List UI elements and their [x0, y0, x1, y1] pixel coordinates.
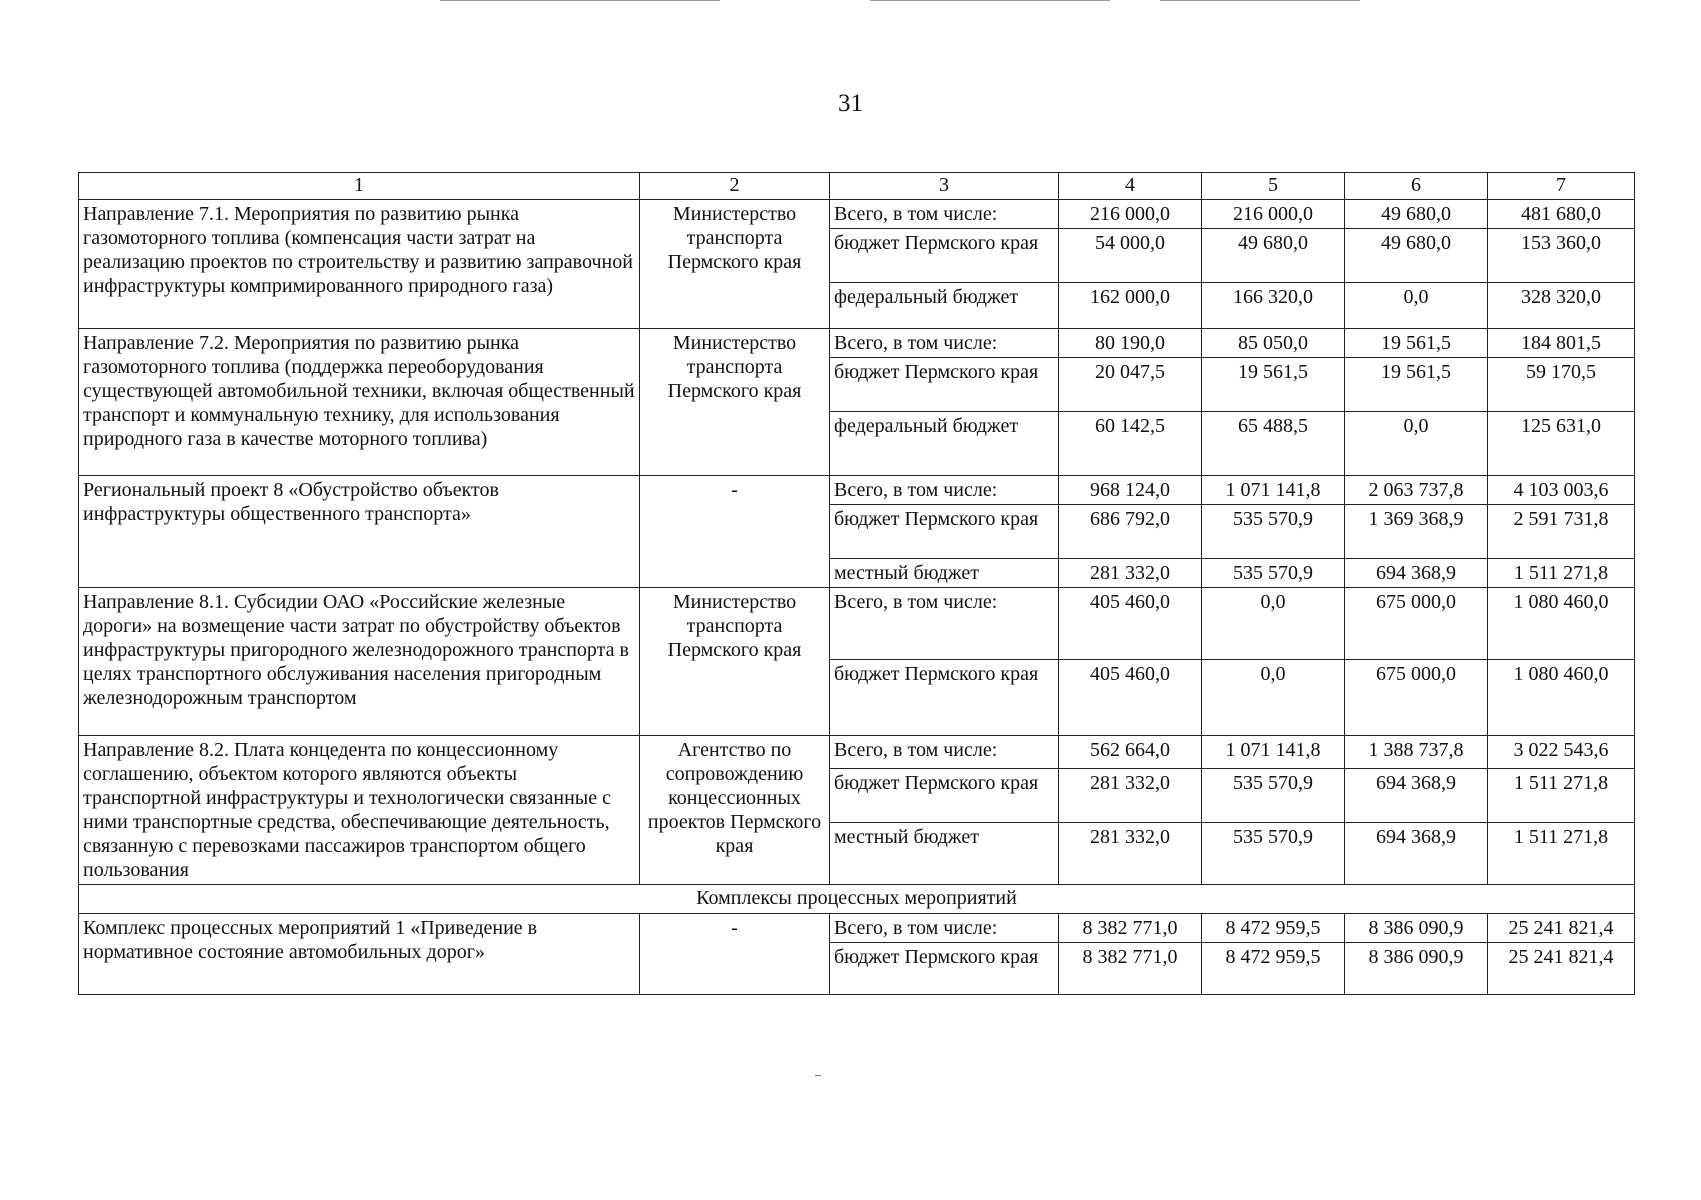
value-cell: 1 511 271,8 [1488, 823, 1635, 885]
value-cell: 675 000,0 [1345, 660, 1488, 736]
value-cell: 8 472 959,5 [1202, 914, 1345, 943]
value-cell: 1 369 368,9 [1345, 505, 1488, 559]
value-cell: 1 511 271,8 [1488, 769, 1635, 823]
value-cell: 8 382 771,0 [1059, 914, 1202, 943]
value-cell: 694 368,9 [1345, 823, 1488, 885]
table-row [79, 914, 1635, 943]
source-cell: федеральный бюджет [830, 412, 1059, 476]
executor-cell: Министерство транспорта Пермского края [640, 329, 830, 476]
source-cell: Всего, в том числе: [830, 736, 1059, 769]
value-cell: 281 332,0 [1059, 559, 1202, 588]
value-cell: 8 386 090,9 [1345, 943, 1488, 995]
source-cell: бюджет Пермского края [830, 660, 1059, 736]
value-cell: 0,0 [1202, 660, 1345, 736]
value-cell: 216 000,0 [1202, 200, 1345, 229]
value-cell: 281 332,0 [1059, 769, 1202, 823]
measure-name-cell: Комплекс процессных мероприятий 1 «Приведение в нормативное состояние автомобильных дорог» [79, 914, 640, 995]
value-cell: 686 792,0 [1059, 505, 1202, 559]
measure-name-cell: Направление 7.1. Мероприятия по развитию рынка газомоторного топлива (компенсация части затрат на реализацию проектов по строительству и развитию заправочной инфраструктуры компримированного природного газа) [79, 200, 640, 329]
source-cell: бюджет Пермского края [830, 943, 1059, 995]
section-row [79, 885, 1635, 914]
executor-cell: Министерство транспорта Пермского края [640, 200, 830, 329]
budget-table [78, 172, 1635, 995]
executor-cell: Агентство по сопровождению концессионных проектов Пермского края [640, 736, 830, 885]
value-cell: 1 388 737,8 [1345, 736, 1488, 769]
value-cell: 2 063 737,8 [1345, 476, 1488, 505]
value-cell: 0,0 [1345, 283, 1488, 329]
value-cell: 694 368,9 [1345, 769, 1488, 823]
source-cell: местный бюджет [830, 559, 1059, 588]
source-cell: Всего, в том числе: [830, 914, 1059, 943]
value-cell: 2 591 731,8 [1488, 505, 1635, 559]
scan-edge-line [1160, 0, 1360, 1]
value-cell: 1 080 460,0 [1488, 660, 1635, 736]
value-cell: 216 000,0 [1059, 200, 1202, 229]
value-cell: 19 561,5 [1202, 358, 1345, 412]
value-cell: 694 368,9 [1345, 559, 1488, 588]
value-cell: 0,0 [1345, 412, 1488, 476]
value-cell: 65 488,5 [1202, 412, 1345, 476]
value-cell: 1 071 141,8 [1202, 736, 1345, 769]
value-cell: 405 460,0 [1059, 660, 1202, 736]
value-cell: 125 631,0 [1488, 412, 1635, 476]
header-cell: 3 [830, 173, 1059, 200]
table-row [79, 588, 1635, 660]
value-cell: 49 680,0 [1345, 229, 1488, 283]
measure-name-cell: Региональный проект 8 «Обустройство объектов инфраструктуры общественного транспорта» [79, 476, 640, 588]
value-cell: 60 142,5 [1059, 412, 1202, 476]
table-row [79, 329, 1635, 358]
header-cell: 5 [1202, 173, 1345, 200]
table-row [79, 476, 1635, 505]
table-row [79, 200, 1635, 229]
source-cell: федеральный бюджет [830, 283, 1059, 329]
value-cell: 85 050,0 [1202, 329, 1345, 358]
value-cell: 19 561,5 [1345, 329, 1488, 358]
source-cell: Всего, в том числе: [830, 200, 1059, 229]
value-cell: 328 320,0 [1488, 283, 1635, 329]
scan-edge-line [440, 0, 720, 1]
scan-speck [815, 1075, 821, 1076]
value-cell: 8 472 959,5 [1202, 943, 1345, 995]
value-cell: 562 664,0 [1059, 736, 1202, 769]
value-cell: 184 801,5 [1488, 329, 1635, 358]
value-cell: 166 320,0 [1202, 283, 1345, 329]
page-number: 31 [838, 90, 863, 117]
scan-edge-line [870, 0, 1110, 1]
value-cell: 535 570,9 [1202, 823, 1345, 885]
value-cell: 80 190,0 [1059, 329, 1202, 358]
value-cell: 535 570,9 [1202, 559, 1345, 588]
value-cell: 54 000,0 [1059, 229, 1202, 283]
measure-name-cell: Направление 8.2. Плата концедента по концессионному соглашению, объектом которого являются объекты транспортной инфраструктуры и технологически связанные с ними транспортные средства, обеспечивающие деятельность, связанную с перевозками пассажиров транспортом общего пользования [79, 736, 640, 885]
header-cell: 1 [79, 173, 640, 200]
value-cell: 25 241 821,4 [1488, 943, 1635, 995]
value-cell: 405 460,0 [1059, 588, 1202, 660]
value-cell: 8 382 771,0 [1059, 943, 1202, 995]
section-title: Комплексы процессных мероприятий [79, 885, 1635, 914]
header-row [79, 173, 1635, 200]
value-cell: 1 080 460,0 [1488, 588, 1635, 660]
value-cell: 25 241 821,4 [1488, 914, 1635, 943]
value-cell: 3 022 543,6 [1488, 736, 1635, 769]
value-cell: 19 561,5 [1345, 358, 1488, 412]
value-cell: 49 680,0 [1345, 200, 1488, 229]
value-cell: 162 000,0 [1059, 283, 1202, 329]
header-cell: 2 [640, 173, 830, 200]
value-cell: 281 332,0 [1059, 823, 1202, 885]
measure-name-cell: Направление 8.1. Субсидии ОАО «Российские железные дороги» на возмещение части затрат по обустройству объектов инфраструктуры пригородного железнодорожного транспорта в целях транспортного обслуживания населения пригородным железнодорожным транспортом [79, 588, 640, 736]
source-cell: бюджет Пермского края [830, 229, 1059, 283]
value-cell: 20 047,5 [1059, 358, 1202, 412]
value-cell: 0,0 [1202, 588, 1345, 660]
table-row [79, 736, 1635, 769]
header-cell: 6 [1345, 173, 1488, 200]
executor-cell: Министерство транспорта Пермского края [640, 588, 830, 736]
executor-cell: - [640, 476, 830, 588]
value-cell: 535 570,9 [1202, 769, 1345, 823]
value-cell: 481 680,0 [1488, 200, 1635, 229]
value-cell: 1 071 141,8 [1202, 476, 1345, 505]
value-cell: 675 000,0 [1345, 588, 1488, 660]
executor-cell: - [640, 914, 830, 995]
source-cell: Всего, в том числе: [830, 476, 1059, 505]
value-cell: 49 680,0 [1202, 229, 1345, 283]
source-cell: бюджет Пермского края [830, 358, 1059, 412]
value-cell: 535 570,9 [1202, 505, 1345, 559]
value-cell: 8 386 090,9 [1345, 914, 1488, 943]
value-cell: 59 170,5 [1488, 358, 1635, 412]
source-cell: Всего, в том числе: [830, 329, 1059, 358]
header-cell: 4 [1059, 173, 1202, 200]
measure-name-cell: Направление 7.2. Мероприятия по развитию рынка газомоторного топлива (поддержка переоборудования существующей автомобильной техники, включая общественный транспорт и коммунальную технику, для использования природного газа в качестве моторного топлива) [79, 329, 640, 476]
value-cell: 153 360,0 [1488, 229, 1635, 283]
header-cell: 7 [1488, 173, 1635, 200]
value-cell: 968 124,0 [1059, 476, 1202, 505]
value-cell: 4 103 003,6 [1488, 476, 1635, 505]
source-cell: бюджет Пермского края [830, 505, 1059, 559]
source-cell: местный бюджет [830, 823, 1059, 885]
source-cell: бюджет Пермского края [830, 769, 1059, 823]
value-cell: 1 511 271,8 [1488, 559, 1635, 588]
source-cell: Всего, в том числе: [830, 588, 1059, 660]
